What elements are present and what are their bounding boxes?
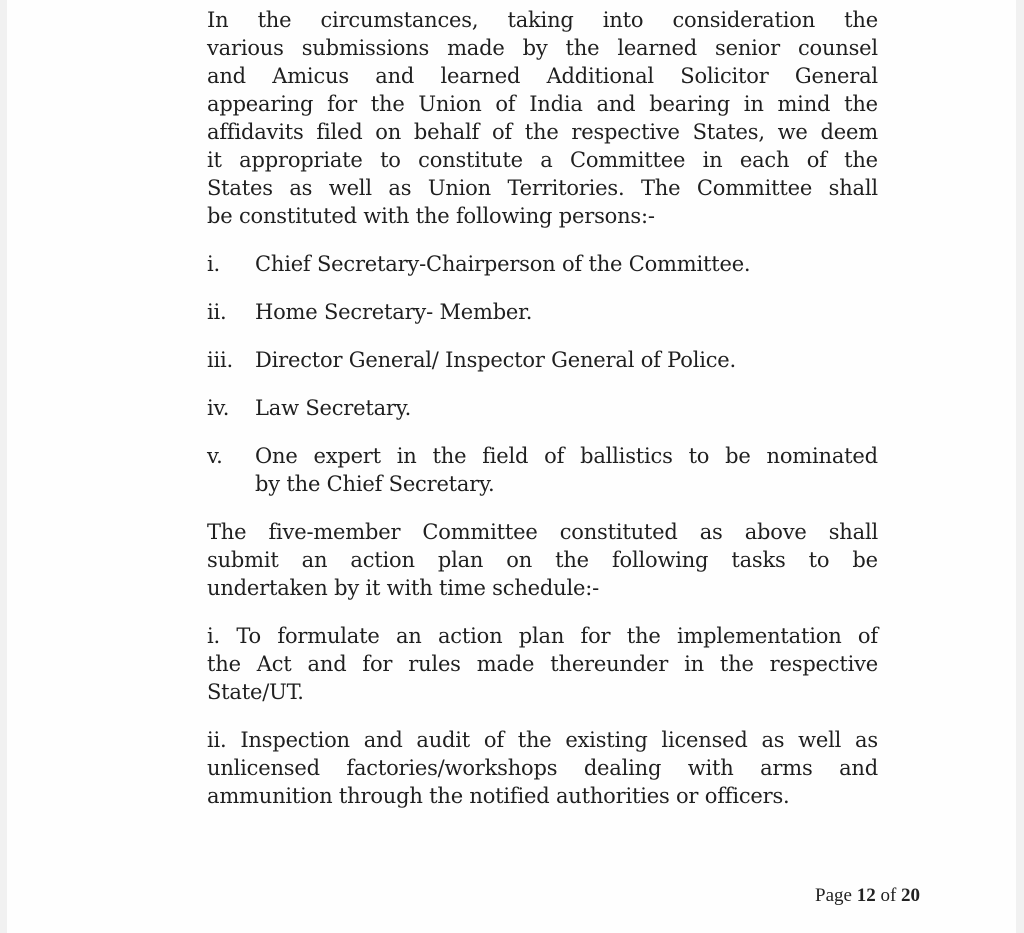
paragraph-committee-intro — [207, 6, 878, 230]
word: existing — [565, 728, 648, 752]
text-line — [207, 546, 878, 574]
word: field — [482, 444, 529, 468]
word: ballistics — [580, 444, 673, 468]
word: of — [495, 92, 516, 116]
word: of — [544, 444, 565, 468]
word: as — [289, 176, 313, 200]
word: consideration — [672, 8, 816, 32]
word: and — [207, 64, 246, 88]
text-line — [207, 754, 878, 782]
word: taking — [507, 8, 574, 32]
current-page-number: 12 — [856, 885, 876, 906]
word: it — [207, 148, 222, 172]
word: unlicensed — [207, 756, 320, 780]
text-line: be constituted with the following persons:- — [207, 204, 655, 228]
word: the — [257, 8, 292, 32]
text-line — [207, 62, 878, 90]
word: formulate — [277, 624, 380, 648]
word: five-member — [268, 520, 401, 544]
text-line: by the Chief Secretary. — [255, 472, 495, 496]
text-line: State/UT. — [207, 680, 304, 704]
list-item — [207, 394, 878, 422]
word: respective — [769, 652, 878, 676]
task-item-2 — [207, 726, 878, 810]
text-line — [207, 518, 878, 546]
word: licensed — [661, 728, 748, 752]
word: learned — [617, 36, 698, 60]
word: behalf — [413, 120, 480, 144]
text-line — [207, 174, 878, 202]
word: for — [362, 652, 393, 676]
word: for — [327, 92, 357, 116]
word: the — [719, 652, 754, 676]
word: affidavits — [207, 120, 304, 144]
word: expert — [313, 444, 381, 468]
word: the — [844, 148, 878, 172]
document-page — [7, 0, 1016, 933]
word: filed — [316, 120, 363, 144]
text-line — [207, 90, 878, 118]
text-line: ammunition through the notified authorities or officers. — [207, 784, 790, 808]
word: constitute — [418, 148, 523, 172]
word: in — [684, 652, 704, 676]
word: deem — [820, 120, 878, 144]
word: the — [844, 92, 878, 116]
text-line — [207, 622, 878, 650]
committee-members-list — [207, 250, 878, 498]
word: rules — [408, 652, 461, 676]
word: factories/workshops — [346, 756, 558, 780]
word: submit — [207, 548, 279, 572]
word: Act — [256, 652, 292, 676]
text-line — [207, 118, 878, 146]
word: the — [432, 444, 467, 468]
word: action — [350, 548, 415, 572]
word: the — [370, 92, 405, 116]
word: well — [328, 176, 372, 200]
word: and — [363, 728, 403, 752]
word: appropriate — [239, 148, 363, 172]
word: plan — [518, 624, 565, 648]
word: and — [307, 652, 347, 676]
word: and — [375, 64, 415, 88]
word: to — [808, 548, 830, 572]
word: Amicus — [272, 64, 349, 88]
word: In — [207, 8, 229, 32]
word: and — [839, 756, 878, 780]
word: General — [794, 64, 878, 88]
word: Committee — [570, 148, 686, 172]
text-line — [207, 146, 878, 174]
list-number: ii. — [207, 300, 227, 324]
word: with — [687, 756, 734, 780]
list-item — [207, 346, 878, 374]
word: the — [555, 548, 589, 572]
word: shall — [828, 176, 878, 200]
word: senior — [715, 36, 780, 60]
word: we — [777, 120, 808, 144]
word: above — [744, 520, 807, 544]
word: to — [688, 444, 710, 468]
page-label: Page — [815, 885, 852, 906]
text-line — [207, 726, 878, 754]
word: for — [580, 624, 611, 648]
word: States — [207, 176, 273, 200]
task-item-1 — [207, 622, 878, 706]
word: arms — [760, 756, 813, 780]
text-line — [255, 442, 878, 470]
word: each — [739, 148, 790, 172]
list-text: Home Secretary- Member. — [255, 300, 533, 324]
word: the — [207, 652, 241, 676]
word: and — [596, 92, 636, 116]
word: The — [207, 520, 247, 544]
word: mind — [777, 92, 831, 116]
viewer-right-edge — [1016, 0, 1024, 933]
word: the — [517, 728, 552, 752]
word: to — [380, 148, 401, 172]
word: well — [798, 728, 842, 752]
list-text: Law Secretary. — [255, 396, 412, 420]
word: be — [852, 548, 878, 572]
word: circumstances, — [320, 8, 479, 32]
text-line: undertaken by it with time schedule:- — [207, 576, 599, 600]
list-text — [255, 442, 878, 498]
word: Committee — [696, 176, 813, 200]
text-line — [207, 6, 878, 34]
word: Additional — [546, 64, 654, 88]
word: as — [855, 728, 878, 752]
list-item — [207, 442, 878, 498]
word: in — [396, 444, 417, 468]
word: on — [506, 548, 533, 572]
word: the — [626, 624, 661, 648]
word: shall — [828, 520, 878, 544]
viewer-left-edge — [0, 0, 7, 933]
word: an — [301, 548, 328, 572]
word: an — [395, 624, 422, 648]
list-number: iv. — [207, 396, 230, 420]
word: audit — [416, 728, 471, 752]
word: in — [743, 92, 764, 116]
word: appearing — [207, 92, 314, 116]
list-number: v. — [207, 444, 223, 468]
word: on — [375, 120, 402, 144]
word: To — [236, 624, 261, 648]
word: of — [857, 624, 878, 648]
word: constituted — [559, 520, 678, 544]
word: the — [565, 36, 600, 60]
word: counsel — [797, 36, 878, 60]
word: ii. — [207, 728, 227, 752]
document-body — [207, 6, 878, 810]
word: submissions — [301, 36, 430, 60]
word: in — [702, 148, 723, 172]
word: Union — [427, 176, 491, 200]
word: action — [437, 624, 503, 648]
text-line — [207, 34, 878, 62]
word: into — [602, 8, 644, 32]
list-text: Director General/ Inspector General of Police. — [255, 348, 736, 372]
word: made — [476, 652, 535, 676]
word: bearing — [649, 92, 730, 116]
word: various — [207, 36, 284, 60]
text-line — [207, 650, 878, 678]
word: Solicitor — [680, 64, 769, 88]
word: of — [491, 120, 512, 144]
word: i. — [207, 624, 220, 648]
word: as — [699, 520, 723, 544]
word: as — [388, 176, 412, 200]
word: the — [524, 120, 559, 144]
word: thereunder — [550, 652, 669, 676]
word: States, — [692, 120, 765, 144]
word: respective — [571, 120, 680, 144]
word: be — [725, 444, 751, 468]
word: implementation — [676, 624, 842, 648]
page-number-footer — [815, 885, 920, 907]
word: following — [611, 548, 709, 572]
word: learned — [440, 64, 521, 88]
word: Union — [418, 92, 482, 116]
word: Inspection — [240, 728, 350, 752]
word: tasks — [731, 548, 786, 572]
word: India — [529, 92, 583, 116]
list-number: i. — [207, 252, 220, 276]
word: Committee — [422, 520, 538, 544]
word: by — [522, 36, 548, 60]
list-item — [207, 298, 878, 326]
list-item — [207, 250, 878, 278]
paragraph-action-plan — [207, 518, 878, 602]
word: the — [844, 8, 878, 32]
list-text: Chief Secretary-Chairperson of the Committee. — [255, 252, 751, 276]
word: The — [640, 176, 681, 200]
word: of — [483, 728, 504, 752]
word: made — [447, 36, 505, 60]
word: Territories. — [507, 176, 625, 200]
word: plan — [437, 548, 484, 572]
word: nominated — [766, 444, 878, 468]
word: a — [540, 148, 553, 172]
list-number: iii. — [207, 348, 234, 372]
word: dealing — [583, 756, 662, 780]
total-pages-number: 20 — [901, 885, 921, 906]
word: as — [761, 728, 785, 752]
word: One — [255, 444, 298, 468]
of-label: of — [880, 885, 897, 906]
word: of — [806, 148, 827, 172]
